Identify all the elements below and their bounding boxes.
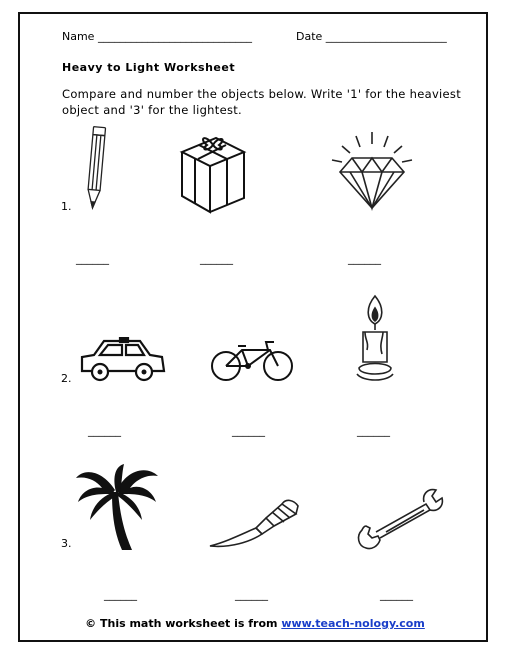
car-icon xyxy=(78,337,166,383)
palm-tree-icon xyxy=(72,462,160,552)
answer-blank[interactable]: ______ xyxy=(76,252,109,265)
footer-text: © This math worksheet is from xyxy=(85,617,282,630)
answer-blank[interactable]: ______ xyxy=(232,424,265,437)
wrench-icon xyxy=(352,486,448,552)
answer-blank[interactable]: ______ xyxy=(357,424,390,437)
answer-blank[interactable]: ______ xyxy=(348,252,381,265)
row-number: 1. xyxy=(61,200,72,213)
bicycle-icon xyxy=(210,338,294,384)
answer-blank[interactable]: ______ xyxy=(104,588,137,601)
pencil-icon xyxy=(82,124,110,212)
instructions: Compare and number the objects below. Write '1' for the heaviest object and '3' for the lightest. xyxy=(62,87,462,117)
date-field-label: Date ______________________ xyxy=(296,30,447,43)
row-number: 3. xyxy=(61,537,72,550)
page-title: Heavy to Light Worksheet xyxy=(62,61,236,74)
name-field-label: Name ____________________________ xyxy=(62,30,252,43)
row-number: 2. xyxy=(61,372,72,385)
diamond-icon xyxy=(330,130,414,212)
paintbrush-icon xyxy=(206,496,302,552)
answer-blank[interactable]: ______ xyxy=(88,424,121,437)
answer-blank[interactable]: ______ xyxy=(200,252,233,265)
answer-blank[interactable]: ______ xyxy=(235,588,268,601)
footer xyxy=(0,617,510,630)
answer-blank[interactable]: ______ xyxy=(380,588,413,601)
candle-icon xyxy=(355,292,395,384)
gift-box-icon xyxy=(178,126,248,214)
footer-link[interactable]: www.teach-nology.com xyxy=(281,617,425,630)
